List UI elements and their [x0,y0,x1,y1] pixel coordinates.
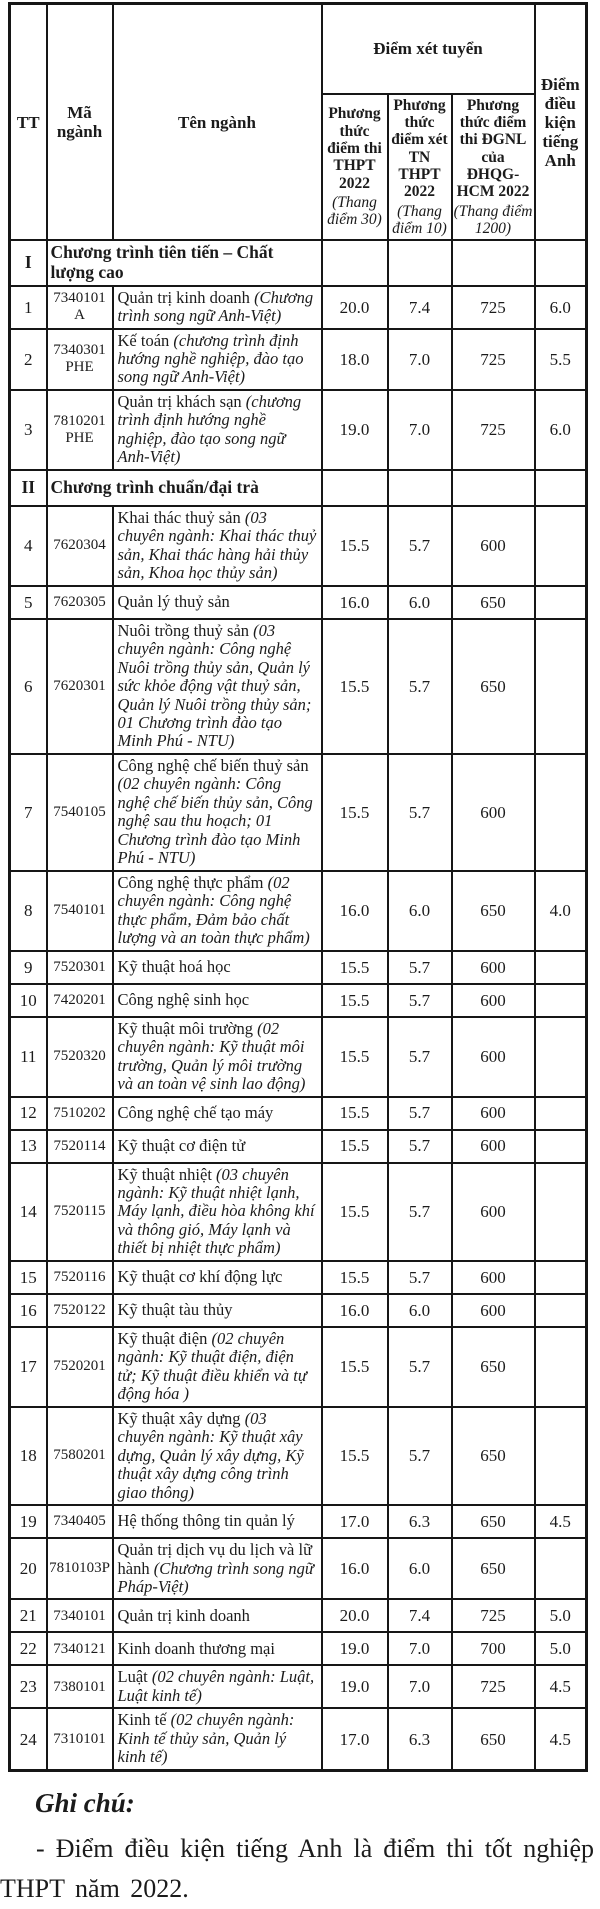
score-thpt: 17.0 [322,1708,388,1770]
major-name-cell [113,286,322,329]
row-number: 6 [10,619,47,754]
score-thpt: 19.0 [322,390,388,470]
major-code: 7420201 [47,984,113,1017]
score-thpt: 19.0 [322,1632,388,1665]
major-name: Quản trị kinh doanh [117,1605,250,1625]
section-row [10,240,587,285]
major-row [10,951,587,984]
row-number: 5 [10,586,47,619]
major-code: 7340405 [47,1505,113,1538]
score-thpt: 15.5 [322,1407,388,1505]
score-thpt: 15.5 [322,1163,388,1261]
score-tn-thpt: 7.4 [388,1599,452,1632]
major-name: Công nghệ chế tạo máy [117,1102,274,1122]
major-code: 7520114 [47,1130,113,1163]
row-number: 13 [10,1130,47,1163]
major-note: (Chương trình song ngữ Anh-Việt) [117,287,314,326]
score-tn-thpt: 5.7 [388,1163,452,1261]
header-score-thpt [322,94,388,241]
row-number: 1 [10,286,47,329]
score-tn-thpt: 5.7 [388,754,452,871]
score-dgnl: 600 [452,951,535,984]
major-code: 7620305 [47,586,113,619]
major-name: Quản trị kinh doanh [117,287,250,307]
english-condition: 4.0 [535,871,587,951]
row-number: 3 [10,390,47,470]
row-number: 17 [10,1327,47,1407]
empty-score-thpt [322,470,388,506]
english-condition: 6.0 [535,390,587,470]
english-condition: 6.0 [535,286,587,329]
score-tn-thpt: 7.0 [388,329,452,390]
major-code: 7580201 [47,1407,113,1505]
row-number: 9 [10,951,47,984]
english-condition: 4.5 [535,1708,587,1770]
major-name: Quản trị dịch vụ du lịch và lữ hành [117,1540,313,1578]
major-name: Kế toán [117,330,170,350]
major-name: Công nghệ thực phẩm [117,872,264,892]
score-tn-thpt: 5.7 [388,1261,452,1294]
score-tn-thpt: 5.7 [388,1017,452,1097]
major-code: 7540101 [47,871,113,951]
score-thpt: 17.0 [322,1505,388,1538]
score-tn-thpt: 7.0 [388,1665,452,1708]
major-note: (03 chuyên ngành: Khai thác thuỷ sản, Khai thác hàng hải thủy sản, Khoa học thủy sản) [117,507,317,583]
major-code: 7340101 A [47,286,113,329]
major-code: 7380101 [47,1665,113,1708]
header-english-condition: Điểm điều kiện tiếng Anh [535,4,587,241]
table-body [10,240,587,1770]
major-name: Kỹ thuật tàu thủy [117,1300,233,1320]
header-score-dgnl-label: Phương thức điểm thi ĐGNL của ĐHQG-HCM 2022 [456,96,530,201]
header-score-dgnl-scale: (Thang điểm 1200) [453,202,533,238]
score-tn-thpt: 5.7 [388,1407,452,1505]
major-code: 7520201 [47,1327,113,1407]
score-thpt: 16.0 [322,1294,388,1327]
score-dgnl: 600 [452,1017,535,1097]
major-code: 7620301 [47,619,113,754]
major-row [10,1708,587,1770]
score-tn-thpt: 7.0 [388,390,452,470]
empty-score-dgnl [452,470,535,506]
row-number: 12 [10,1097,47,1130]
score-tn-thpt: 6.0 [388,871,452,951]
major-name-cell [113,586,322,619]
row-number: 22 [10,1632,47,1665]
major-name: Hệ thống thông tin quản lý [117,1511,295,1531]
major-code: 7510202 [47,1097,113,1130]
score-dgnl: 600 [452,1130,535,1163]
major-code: 7520116 [47,1261,113,1294]
english-condition [535,586,587,619]
major-note: (chương trình định hướng nghề nghiệp, đào tạo song ngữ Anh-Việt) [117,330,304,387]
english-condition: 5.5 [535,329,587,390]
major-row [10,1097,587,1130]
empty-score-dgnl [452,240,535,285]
score-dgnl: 725 [452,286,535,329]
major-row [10,1163,587,1261]
score-dgnl: 650 [452,871,535,951]
major-code: 7620304 [47,506,113,586]
score-thpt: 16.0 [322,1538,388,1599]
score-tn-thpt: 6.0 [388,586,452,619]
notes-line: - Điểm điều kiện tiếng Anh là điểm thi tốt nghiệp THPT năm 2022. [0,1833,594,1904]
score-dgnl: 700 [452,1632,535,1665]
english-condition [535,1538,587,1599]
table-header [10,4,587,241]
score-thpt: 15.5 [322,951,388,984]
row-number: 18 [10,1407,47,1505]
row-number: 11 [10,1017,47,1097]
score-dgnl: 650 [452,586,535,619]
major-name-cell [113,1538,322,1599]
major-row [10,1538,587,1599]
header-diem-xet-tuyen: Điểm xét tuyển [322,4,535,94]
major-name: Kỹ thuật nhiệt [117,1164,212,1184]
major-row [10,754,587,871]
empty-score-tn-thpt [388,240,452,285]
major-note: (02 chuyên ngành: Kỹ thuật môi trường, Quản lý môi trường và an toàn vệ sinh lao động) [117,1018,306,1094]
major-code: 7520122 [47,1294,113,1327]
english-condition [535,1130,587,1163]
major-code: 7810103P [47,1538,113,1599]
header-score-tn-thpt [388,94,452,241]
major-code: 7310101 [47,1708,113,1770]
major-row [10,1261,587,1294]
major-row [10,329,587,390]
major-name: Luật [117,1667,148,1687]
major-code: 7540105 [47,754,113,871]
major-note: (Chương trình song ngữ Pháp-Việt) [117,1558,314,1596]
admission-scores-table [8,2,588,1772]
score-tn-thpt: 6.3 [388,1708,452,1770]
row-number: 16 [10,1294,47,1327]
score-tn-thpt: 6.0 [388,1294,452,1327]
score-dgnl: 600 [452,506,535,586]
major-code: 7340101 [47,1599,113,1632]
english-condition [535,754,587,871]
score-thpt: 18.0 [322,329,388,390]
major-code: 7520115 [47,1163,113,1261]
score-thpt: 15.5 [322,1017,388,1097]
score-dgnl: 725 [452,329,535,390]
score-tn-thpt: 5.7 [388,984,452,1017]
major-row [10,390,587,470]
english-condition [535,506,587,586]
major-row [10,1505,587,1538]
major-row [10,1294,587,1327]
score-tn-thpt: 5.7 [388,619,452,754]
score-thpt: 15.5 [322,1327,388,1407]
score-dgnl: 600 [452,1294,535,1327]
english-condition [535,1017,587,1097]
major-note: (03 chuyên ngành: Công nghệ Nuôi trồng thủy sản, Quản lý sức khỏe động vật thuỷ sản, Quản lý Nuôi trồng thủy sản; 01 Chương trình đào tạo Minh Phú - NTU) [117,620,312,751]
major-name: Quản lý thuỷ sản [117,591,230,611]
major-row [10,984,587,1017]
major-note: (02 chuyên ngành: Công nghệ chế biến thủy sản, Công nghệ sau thu hoạch; 01 Chương trình đào tạo Minh Phú - NTU) [117,774,313,868]
english-condition: 5.0 [535,1632,587,1665]
major-row [10,586,587,619]
major-name-cell [113,1708,322,1770]
page [0,2,600,1904]
section-numeral: II [10,470,47,506]
major-name: Kỹ thuật môi trường [117,1018,253,1038]
row-number: 10 [10,984,47,1017]
major-name-cell [113,390,322,470]
major-name-cell [113,1261,322,1294]
row-number: 19 [10,1505,47,1538]
english-condition [535,1407,587,1505]
score-tn-thpt: 6.0 [388,1538,452,1599]
score-thpt: 15.5 [322,1261,388,1294]
major-name-cell [113,506,322,586]
notes-block [0,1788,600,1909]
row-number: 24 [10,1708,47,1770]
major-name: Công nghệ sinh học [117,989,250,1009]
header-score-thpt-scale: (Thang điểm 30) [327,193,382,229]
major-row [10,1665,587,1708]
section-numeral: I [10,240,47,285]
major-row [10,1632,587,1665]
row-number: 20 [10,1538,47,1599]
major-name: Khai thác thuỷ sản [117,507,241,527]
major-name-cell [113,1632,322,1665]
section-row [10,470,587,506]
major-name-cell [113,871,322,951]
score-thpt: 20.0 [322,1599,388,1632]
header-score-thpt-label: Phương thức điểm thi THPT 2022 [327,105,382,192]
major-name-cell [113,984,322,1017]
row-number: 21 [10,1599,47,1632]
major-name-cell [113,1505,322,1538]
empty-english-condition [535,470,587,506]
english-condition [535,1163,587,1261]
major-row [10,1327,587,1407]
major-name-cell [113,1327,322,1407]
score-dgnl: 600 [452,1097,535,1130]
major-code: 7340121 [47,1632,113,1665]
major-note: (03 chuyên ngành: Kỹ thuật xây dựng, Quản lý xây dựng, Kỹ thuật xây dựng công trình giao thông) [117,1408,304,1502]
major-note: (02 chuyên ngành: Kinh tế thủy sản, Quản lý kinh tế) [117,1710,295,1767]
score-dgnl: 725 [452,1599,535,1632]
header-score-tn-thpt-label: Phương thức điểm xét TN THPT 2022 [391,96,448,201]
english-condition [535,1261,587,1294]
row-number: 2 [10,329,47,390]
english-condition [535,951,587,984]
empty-score-thpt [322,240,388,285]
major-name: Quản trị khách sạn [117,391,242,411]
english-condition: 4.5 [535,1665,587,1708]
major-name-cell [113,1163,322,1261]
major-name: Kỹ thuật cơ điện tử [117,1135,246,1155]
score-tn-thpt: 7.0 [388,1632,452,1665]
major-name: Kỹ thuật điện [117,1328,208,1348]
major-row [10,506,587,586]
major-row [10,286,587,329]
header-score-tn-thpt-scale: (Thang điểm 10) [392,202,447,238]
english-condition [535,984,587,1017]
score-tn-thpt: 5.7 [388,1130,452,1163]
major-code: 7340301 PHE [47,329,113,390]
row-number: 14 [10,1163,47,1261]
score-tn-thpt: 5.7 [388,1097,452,1130]
score-dgnl: 600 [452,1163,535,1261]
english-condition: 5.0 [535,1599,587,1632]
major-name-cell [113,329,322,390]
major-name-cell [113,951,322,984]
row-number: 23 [10,1665,47,1708]
score-thpt: 15.5 [322,619,388,754]
score-dgnl: 725 [452,390,535,470]
major-row [10,1130,587,1163]
major-name-cell [113,619,322,754]
score-tn-thpt: 6.3 [388,1505,452,1538]
empty-score-tn-thpt [388,470,452,506]
major-name: Kỹ thuật cơ khí động lực [117,1267,283,1287]
major-name-cell [113,1599,322,1632]
major-row [10,1599,587,1632]
major-name-cell [113,1665,322,1708]
score-dgnl: 650 [452,1407,535,1505]
major-row [10,1407,587,1505]
english-condition [535,619,587,754]
score-dgnl: 600 [452,754,535,871]
major-name: Kỹ thuật hoá học [117,956,231,976]
major-code: 7520320 [47,1017,113,1097]
row-number: 7 [10,754,47,871]
score-dgnl: 650 [452,1505,535,1538]
score-thpt: 15.5 [322,1097,388,1130]
row-number: 8 [10,871,47,951]
major-note: (02 chuyên ngành: Luật, Luật kinh tế) [117,1667,315,1705]
score-thpt: 16.0 [322,586,388,619]
major-name: Công nghệ chế biến thuỷ sản [117,755,309,775]
row-number: 4 [10,506,47,586]
english-condition [535,1327,587,1407]
major-name-cell [113,1407,322,1505]
score-dgnl: 725 [452,1665,535,1708]
major-name: Nuôi trồng thuỷ sản [117,620,250,640]
major-name: Kinh doanh thương mại [117,1638,275,1658]
score-thpt: 16.0 [322,871,388,951]
major-name-cell [113,1130,322,1163]
score-dgnl: 650 [452,1538,535,1599]
major-name-cell [113,754,322,871]
major-name-cell [113,1017,322,1097]
section-title: Chương trình tiên tiến – Chất lượng cao [47,240,322,285]
section-title: Chương trình chuẩn/đại trà [47,470,322,506]
major-name-cell [113,1097,322,1130]
score-tn-thpt: 5.7 [388,951,452,984]
header-tt: TT [10,4,47,241]
score-thpt: 15.5 [322,984,388,1017]
major-code: 7520301 [47,951,113,984]
header-score-dgnl [452,94,535,241]
score-dgnl: 650 [452,1327,535,1407]
score-thpt: 15.5 [322,754,388,871]
major-note: (02 chuyên ngành: Công nghệ thực phẩm, Đảm bảo chất lượng và an toàn thực phẩm) [117,872,310,948]
major-name-cell [113,1294,322,1327]
major-name: Kinh tế [117,1710,167,1730]
score-dgnl: 600 [452,984,535,1017]
score-dgnl: 650 [452,619,535,754]
score-tn-thpt: 5.7 [388,506,452,586]
major-note: (03 chuyên ngành: Kỹ thuật nhiệt lạnh, Máy lạnh, điều hòa không khí và thông gió, Máy lạnh và thiết bị nhiệt thực phẩm) [117,1164,315,1258]
score-thpt: 15.5 [322,506,388,586]
major-row [10,871,587,951]
major-note: (chương trình định hướng nghề nghiệp, đào tạo song ngữ Anh-Việt) [117,391,302,467]
major-code: 7810201 PHE [47,390,113,470]
english-condition [535,1097,587,1130]
score-thpt: 20.0 [322,286,388,329]
score-tn-thpt: 7.4 [388,286,452,329]
score-dgnl: 600 [452,1261,535,1294]
score-tn-thpt: 5.7 [388,1327,452,1407]
notes-heading: Ghi chú: [35,1787,135,1818]
major-name: Kỹ thuật xây dựng [117,1408,241,1428]
english-condition: 4.5 [535,1505,587,1538]
major-row [10,1017,587,1097]
row-number: 15 [10,1261,47,1294]
major-note: (02 chuyên ngành: Kỹ thuật điện, điện tử; Kỹ thuật điều khiển và tự động hóa ) [117,1328,307,1404]
score-dgnl: 650 [452,1708,535,1770]
score-thpt: 19.0 [322,1665,388,1708]
header-ten-nganh: Tên ngành [113,4,322,241]
header-ma-nganh: Mã ngành [47,4,113,241]
empty-english-condition [535,240,587,285]
english-condition [535,1294,587,1327]
major-row [10,619,587,754]
score-thpt: 15.5 [322,1130,388,1163]
